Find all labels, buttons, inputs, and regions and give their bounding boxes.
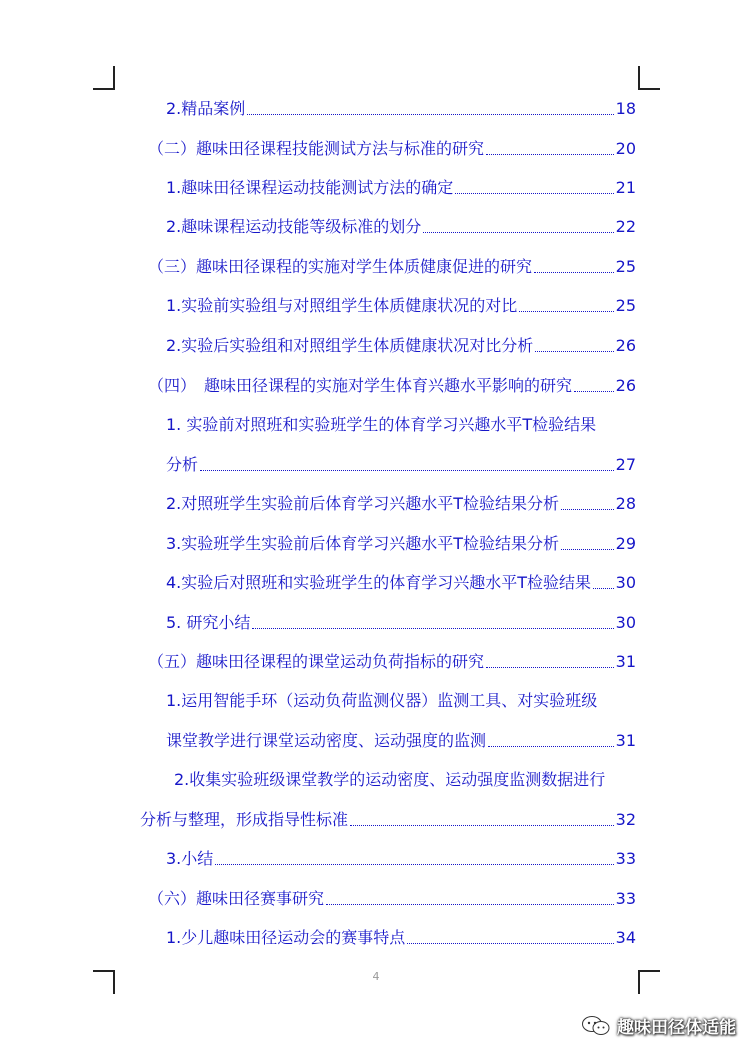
toc-entry-label: 1.运用智能手环（运动负荷监测仪器）监测工具、对实验班级 <box>166 691 598 710</box>
toc-entry-page: 20 <box>615 139 636 158</box>
toc-leader-dots <box>326 904 614 905</box>
toc-leader-dots <box>455 193 613 194</box>
toc-entry-label: 3.实验班学生实验前后体育学习兴趣水平T检验结果分析 <box>166 534 560 553</box>
crop-mark-top-right <box>638 66 660 90</box>
toc-entry-label: 分析 <box>166 455 199 474</box>
wechat-icon <box>581 1015 611 1037</box>
toc-entry-label: 5. 研究小结 <box>166 613 251 632</box>
toc-entry-page: 31 <box>615 731 636 750</box>
toc-entry[interactable] <box>166 445 636 475</box>
toc-leader-dots <box>486 667 614 668</box>
crop-mark-bottom-right <box>638 970 660 994</box>
watermark <box>581 1013 736 1038</box>
toc-entry[interactable] <box>166 484 636 514</box>
toc-entry-label: （三）趣味田径课程的实施对学生体质健康促进的研究 <box>148 257 533 276</box>
toc-entry[interactable] <box>166 405 636 435</box>
toc-entry-label: （五）趣味田径课程的课堂运动负荷指标的研究 <box>148 652 485 671</box>
toc-entry-label: 课堂教学进行课堂运动密度、运动强度的监测 <box>166 731 487 750</box>
toc-entry[interactable] <box>166 524 636 554</box>
toc-entry-page: 33 <box>615 849 636 868</box>
toc-entry-label: 4.实验后对照班和实验班学生的体育学习兴趣水平T检验结果 <box>166 573 592 592</box>
toc-entry-label: （二）趣味田径课程技能测试方法与标准的研究 <box>148 139 485 158</box>
watermark-text: 趣味田径体适能 <box>617 1018 736 1038</box>
toc-leader-dots <box>252 628 613 629</box>
toc-entry[interactable] <box>166 918 636 948</box>
toc-entry-label: 1.少儿趣味田径运动会的赛事特点 <box>166 928 406 947</box>
toc-entry[interactable] <box>148 879 636 909</box>
toc-entry[interactable] <box>166 326 636 356</box>
toc-leader-dots <box>561 549 614 550</box>
toc-entry-label: 1. 实验前对照班和实验班学生的体育学习兴趣水平T检验结果 <box>166 415 597 434</box>
toc-entry[interactable] <box>166 721 636 751</box>
toc-entry-label: 2.趣味课程运动技能等级标准的划分 <box>166 217 422 236</box>
toc-entry-label: 1.实验前实验组与对照组学生体质健康状况的对比 <box>166 296 518 315</box>
toc-entry-page: 21 <box>615 178 636 197</box>
toc-entry-page: 26 <box>615 336 636 355</box>
toc-entry-page: 25 <box>615 296 636 315</box>
toc-leader-dots <box>407 943 613 944</box>
toc-entry[interactable] <box>174 760 636 790</box>
toc-entry[interactable] <box>166 168 636 198</box>
toc-entry-label: （四） 趣味田径课程的实施对学生体育兴趣水平影响的研究 <box>148 376 573 395</box>
toc-leader-dots <box>574 391 614 392</box>
toc-entry-label: （六）趣味田径赛事研究 <box>148 889 325 908</box>
toc-leader-dots <box>488 746 614 747</box>
crop-mark-bottom-left <box>93 970 115 994</box>
toc-entry[interactable] <box>166 563 636 593</box>
toc-entry-label: 2.收集实验班级课堂教学的运动密度、运动强度监测数据进行 <box>174 770 606 789</box>
toc-entry-label: 2.对照班学生实验前后体育学习兴趣水平T检验结果分析 <box>166 494 560 513</box>
toc-entry[interactable] <box>166 89 636 119</box>
toc-entry-page: 27 <box>615 455 636 474</box>
toc-leader-dots <box>486 154 614 155</box>
toc-entry-label: 2.精品案例 <box>166 99 246 118</box>
toc-leader-dots <box>593 588 614 589</box>
toc-entry[interactable] <box>166 603 636 633</box>
toc-entry-page: 26 <box>615 376 636 395</box>
toc-entry[interactable] <box>148 129 636 159</box>
toc-leader-dots <box>215 864 613 865</box>
toc-entry-page: 28 <box>615 494 636 513</box>
toc-entry[interactable] <box>148 366 636 396</box>
toc-entry[interactable] <box>140 800 636 830</box>
toc-leader-dots <box>247 114 613 115</box>
toc-entry-label: 1.趣味田径课程运动技能测试方法的确定 <box>166 178 454 197</box>
toc-leader-dots <box>519 311 613 312</box>
toc-leader-dots <box>423 232 613 233</box>
toc-leader-dots <box>200 470 614 471</box>
toc-entry-label: 3.小结 <box>166 849 214 868</box>
toc-entry-page: 22 <box>615 217 636 236</box>
toc-entry-label: 分析与整理，形成指导性标准 <box>140 810 349 829</box>
toc-entry-page: 30 <box>615 573 636 592</box>
toc-entry-page: 30 <box>615 613 636 632</box>
toc-entry[interactable] <box>166 207 636 237</box>
toc-entry[interactable] <box>166 839 636 869</box>
page-number: 4 <box>372 970 380 983</box>
toc-entry[interactable] <box>148 247 636 277</box>
toc-entry[interactable] <box>166 681 636 711</box>
toc-entry-page: 32 <box>615 810 636 829</box>
toc-entry-page: 33 <box>615 889 636 908</box>
toc-entry-page: 25 <box>615 257 636 276</box>
toc-entry-label: 2.实验后实验组和对照组学生体质健康状况对比分析 <box>166 336 534 355</box>
toc-leader-dots <box>534 272 614 273</box>
toc-entry[interactable] <box>148 642 636 672</box>
toc-entry-page: 31 <box>615 652 636 671</box>
toc-entry-page: 34 <box>615 928 636 947</box>
crop-mark-top-left <box>93 66 115 90</box>
toc-leader-dots <box>350 825 614 826</box>
toc-leader-dots <box>561 509 614 510</box>
toc-entry-page: 29 <box>615 534 636 553</box>
toc-entry-page: 18 <box>615 99 636 118</box>
toc-leader-dots <box>535 351 613 352</box>
toc-entry[interactable] <box>166 286 636 316</box>
